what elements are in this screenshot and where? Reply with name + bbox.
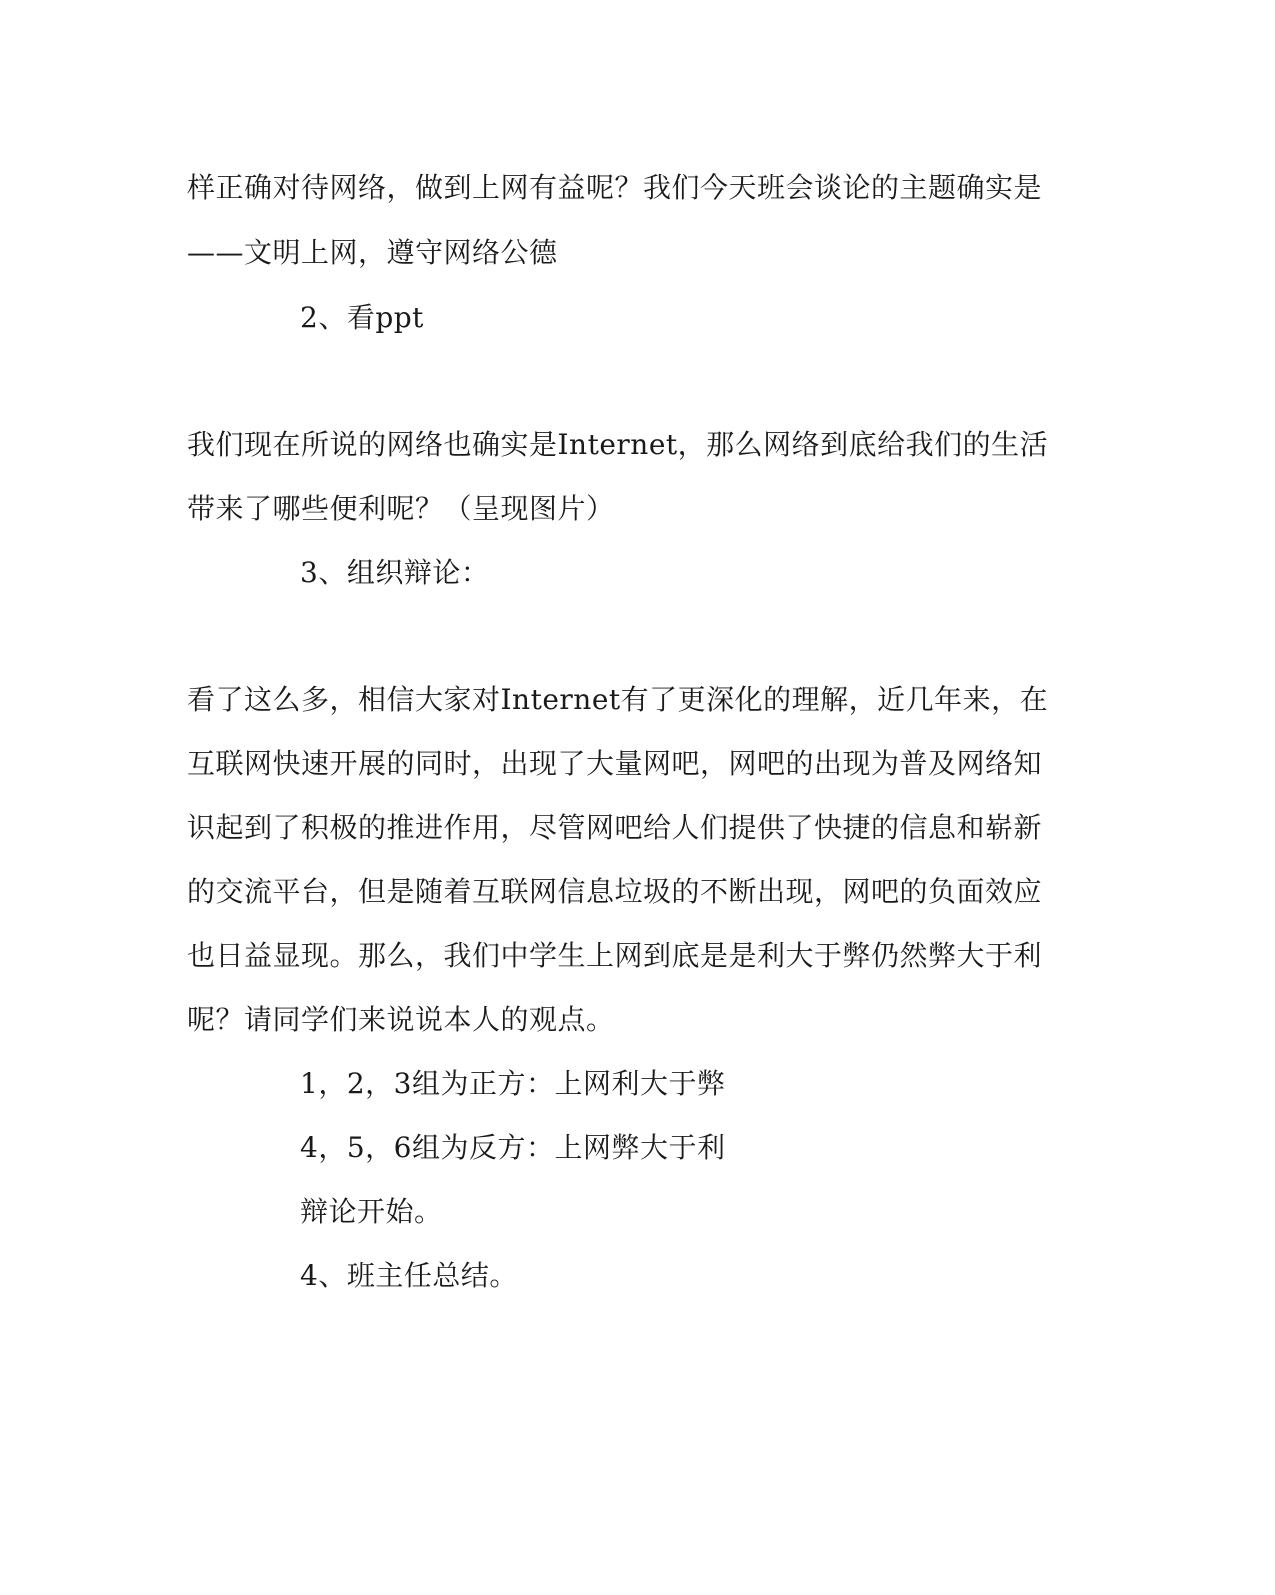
paragraph-line: 也日益显现。那么，我们中学生上网到底是是利大于弊仍然弊大于利 (187, 939, 1043, 972)
section-heading: 2、看ppt (300, 301, 424, 334)
paragraph-line: 样正确对待网络，做到上网有益呢？我们今天班会谈论的主题确实是 (187, 171, 1043, 204)
paragraph-line: 互联网快速开展的同时，出现了大量网吧，网吧的出现为普及网络知 (187, 747, 1043, 780)
paragraph-line: 的交流平台，但是随着互联网信息垃圾的不断出现，网吧的负面效应 (187, 875, 1043, 908)
list-item: 1，2，3组为正方：上网利大于弊 (300, 1067, 726, 1100)
section-heading: 3、组织辩论： (300, 556, 490, 589)
paragraph-line: 我们现在所说的网络也确实是Internet，那么网络到底给我们的生活 (187, 428, 1049, 461)
paragraph-line: 带来了哪些便利呢？（呈现图片） (187, 492, 615, 525)
section-heading: 4、班主任总结。 (300, 1259, 518, 1292)
paragraph-line: 看了这么多，相信大家对Internet有了更深化的理解，近几年来，在 (187, 683, 1049, 716)
paragraph-line: 呢？请同学们来说说本人的观点。 (187, 1003, 615, 1036)
list-item: 4，5，6组为反方：上网弊大于利 (300, 1131, 726, 1164)
paragraph-line: ——文明上网，遵守网络公德 (187, 236, 558, 269)
list-item: 辩论开始。 (300, 1195, 443, 1228)
paragraph-line: 识起到了积极的推进作用，尽管网吧给人们提供了快捷的信息和崭新 (187, 811, 1043, 844)
